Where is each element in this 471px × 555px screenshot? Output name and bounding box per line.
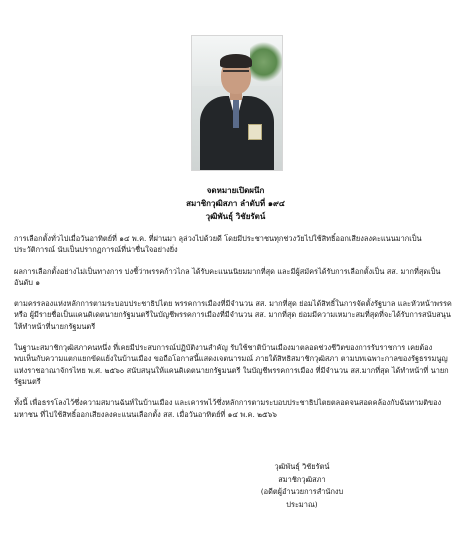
letter-body: [14, 233, 454, 430]
portrait-photo: [191, 35, 283, 171]
heading-line-3: วุฒิพันธุ์ วิชัยรัตน์: [205, 212, 266, 221]
photo-tie: [233, 100, 239, 128]
photo-glasses: [223, 70, 249, 77]
photo-hair: [220, 54, 252, 68]
paragraph-4: ในฐานะสมาชิกวุฒิสภาคนหนึ่ง ที่เคยมีประสบการณ์ปฏิบัติงานสำคัญ รับใช้ชาติบ้านเมืองมาตลอดช่วงชีวิตของการรับราชการ เคยต้องพบเห็นกับความแตกแยกขัดแย้งในบ้านเมือง ขอถือโอกาสนี้แสดงเจตนารมณ์ ภายใต้สิทธิสมาชิกวุฒิสภา ตามบทเฉพาะกาลของรัฐธรรมนูญแห่งราชอาณาจักรไทย พ.ศ. ๒๕๖๐ สนับสนุนให้แคนดิเดตนายกรัฐมนตรี ในบัญชีพรรคการเมือง ที่มีจำนวน สส.มากที่สุด ได้ทำหน้าที่ นายกรัฐมนตรี: [14, 343, 449, 386]
signature-block: [252, 461, 352, 511]
signature-name: วุฒิพันธุ์ วิชัยรัตน์: [274, 462, 330, 471]
signature-former-position: (อดีตผู้อำนวยการสำนักงบประมาณ): [260, 487, 344, 509]
paragraph-5: ทั้งนี้ เพื่อธรรโลงไว้ซึ่งความสมานฉันท์ในบ้านเมือง และเคารพไว้ซึ่งหลักการตามระบอบประชาธิปไตยตลอดจนสอดคล้องกับฉันทามติของมหาชน ที่ไปใช้สิทธิ์ออกเสียงลงคะแนนเลือกตั้ง สส. เมื่อวันอาทิตย์ที่ ๑๔ พ.ค. ๒๕๖๖: [14, 398, 442, 419]
photo-badge: [248, 124, 262, 140]
paragraph-1: การเลือกตั้งทั่วไปเมื่อวันอาทิตย์ที่ ๑๔ พ.ค. ที่ผ่านมา ลุล่วงไปด้วยดี โดยมีประชาชนทุกช่วงวัยไปใช้สิทธิ์ออกเสียงลงคะแนนมากเป็นประวัติการณ์ นับเป็นปรากฏการณ์ที่น่าชื่นใจอย่างยิ่ง: [14, 234, 422, 255]
heading-line-1: จดหมายเปิดผนึก: [206, 186, 265, 195]
paragraph-2: ผลการเลือกตั้งอย่างไม่เป็นทางการ บ่งชี้ว่าพรรคก้าวไกล ได้รับคะแนนนิยมมากที่สุด และมีผู้สมัครได้รับการเลือกตั้งเป็น สส. มากที่สุดเป็นอันดับ ๑: [14, 266, 441, 287]
signature-role: สมาชิกวุฒิสภา: [278, 474, 326, 484]
letter-heading: [0, 184, 471, 223]
paragraph-3: ตามครรลองแห่งหลักการตามระบอบประชาธิปไตย พรรคการเมืองที่มีจำนวน สส. มากที่สุด ย่อมได้สิทธิ์ในการจัดตั้งรัฐบาล และหัวหน้าพรรค หรือ ผู้มีรายชื่อเป็นแคนดิเดตนายกรัฐมนตรีในบัญชีพรรคการเมืองที่มีจำนวน สส. มากที่สุด ย่อมมีความเหมาะสมที่สุดที่จะได้รับการสนับสนุนให้ทำหน้าที่นายกรัฐมนตรี: [14, 299, 452, 331]
photo-plant: [250, 42, 283, 82]
heading-line-2: สมาชิกวุฒิสภา ลำดับที่ ๑๙๔: [186, 199, 285, 208]
